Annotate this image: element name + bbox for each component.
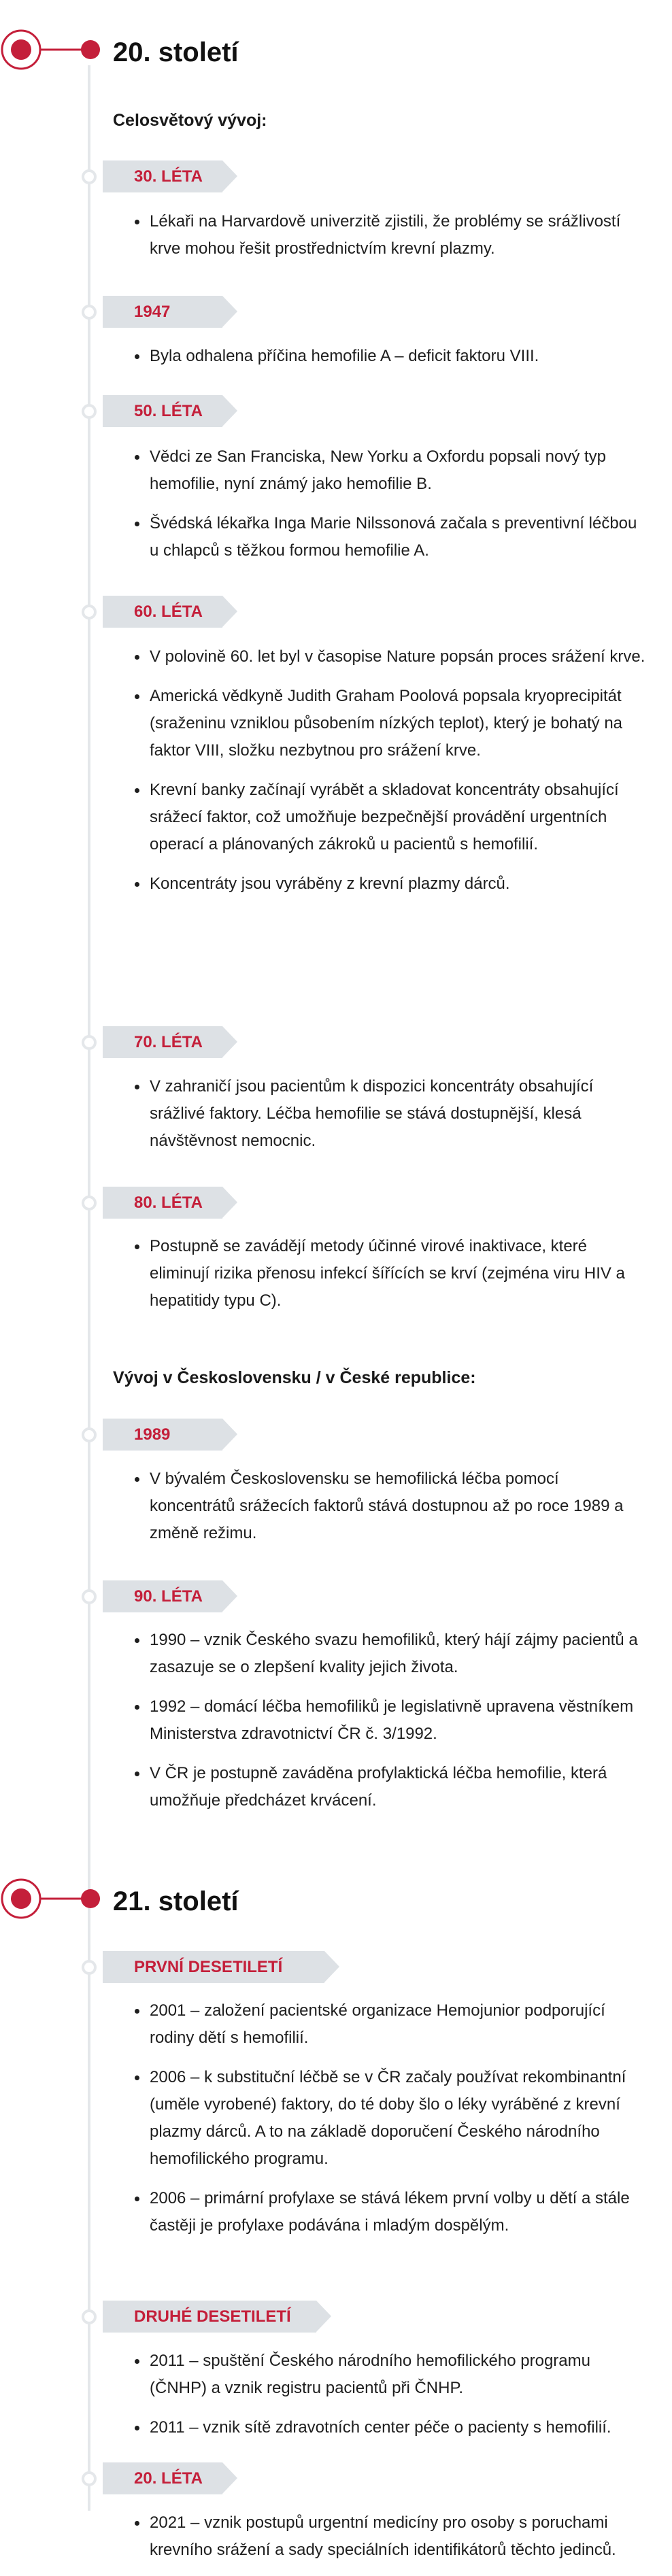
period-label: 30. LÉTA <box>103 160 222 192</box>
century-title: 21. století <box>113 1886 239 1916</box>
list-item: V polovině 60. let byl v časopise Nature popsán proces srážení krve. <box>129 643 646 671</box>
list-item: Koncentráty jsou vyráběny z krevní plazmy dárců. <box>129 870 646 898</box>
timeline-dot <box>82 305 97 320</box>
period-label: 1947 <box>103 296 222 328</box>
period-items <box>129 1073 646 1167</box>
list-item: 2001 – založení pacientské organizace Hemojunior podporující rodiny dětí s hemofilií. <box>129 1997 646 2052</box>
group-heading: Vývoj v Československu / v České republice: <box>113 1368 476 1387</box>
list-item: V ČR je postupně zaváděna profylaktická léčba hemofilie, která umožňuje předcházet krvácení. <box>129 1760 646 1814</box>
timeline-dot <box>82 2471 97 2486</box>
century-header <box>0 29 672 90</box>
century-marker-icon <box>0 29 110 71</box>
period-items <box>129 1627 646 1827</box>
period-label: 80. LÉTA <box>103 1187 222 1219</box>
period-items <box>129 2509 646 2576</box>
timeline-dot <box>82 169 97 184</box>
timeline-vertical-line <box>88 65 90 2511</box>
list-item: Lékaři na Harvardově univerzitě zjistili, že problémy se srážlivostí krve mohou řešit prostřednictvím krevní plazmy. <box>129 208 646 262</box>
period-label: 20. LÉTA <box>103 2462 222 2494</box>
period-label: 1989 <box>103 1419 222 1451</box>
list-item: V bývalém Československu se hemofilická léčba pomocí koncentrátů srážecích faktorů stává dostupnou až po roce 1989 a změně režimu. <box>129 1465 646 1547</box>
period-items <box>129 1465 646 1559</box>
timeline-dot <box>82 1960 97 1975</box>
list-item: 1992 – domácí léčba hemofiliků je legislativně upravena věstníkem Ministerstva zdravotnictví ČR č. 3/1992. <box>129 1693 646 1748</box>
period-label: 60. LÉTA <box>103 596 222 628</box>
period-label: 70. LÉTA <box>103 1026 222 1058</box>
period-items <box>129 2348 646 2454</box>
timeline-dot <box>82 605 97 620</box>
timeline-dot <box>82 404 97 419</box>
century-header <box>0 1878 672 1939</box>
timeline-dot <box>82 1196 97 1210</box>
list-item: 2011 – vznik sítě zdravotních center péče o pacienty s hemofilií. <box>129 2414 646 2441</box>
list-item: Švédská lékařka Inga Marie Nilssonová začala s preventivní léčbou u chlapců s těžkou formou hemofilie A. <box>129 510 646 564</box>
list-item: Byla odhalena příčina hemofilie A – deficit faktoru VIII. <box>129 343 646 370</box>
timeline-dot <box>82 2309 97 2324</box>
list-item: 1990 – vznik Českého svazu hemofiliků, který hájí zájmy pacientů a zasazuje se o zlepšení kvality jejich života. <box>129 1627 646 1681</box>
timeline-dot <box>82 1589 97 1604</box>
list-item: Americká vědkyně Judith Graham Poolová popsala kryoprecipitát (sraženinu vzniklou působením nízkých teplot), který je bohatý na faktor VIII, složku nezbytnou pro srážení krve. <box>129 683 646 764</box>
list-item: Krevní banky začínají vyrábět a skladovat koncentráty obsahující srážecí faktor, což umožňuje bezpečnější provádění urgentních operací a plánovaných zákroků u pacientů s hemofilií. <box>129 777 646 858</box>
century-title: 20. století <box>113 37 239 67</box>
period-items <box>129 443 646 577</box>
period-label: 90. LÉTA <box>103 1580 222 1612</box>
period-label: PRVNÍ DESETILETÍ <box>103 1951 324 1983</box>
list-item: Vědci ze San Franciska, New Yorku a Oxfordu popsali nový typ hemofilie, nyní známý jako hemofilie B. <box>129 443 646 498</box>
group-heading: Celosvětový vývoj: <box>113 111 267 130</box>
list-item: 2006 – k substituční léčbě se v ČR začaly používat rekombinantní (uměle vyrobené) faktory, do té doby šlo o léky vyráběné z krevní plazmy dárců. A to na základě doporučení Českého národního hemofilického programu. <box>129 2064 646 2173</box>
period-items <box>129 343 646 382</box>
period-label: DRUHÉ DESETILETÍ <box>103 2301 316 2333</box>
list-item: V zahraničí jsou pacientům k dispozici koncentráty obsahující srážlivé faktory. Léčba hemofilie se stává dostupnější, klesá návštěvnost nemocnic. <box>129 1073 646 1155</box>
list-item: Postupně se zavádějí metody účinné virové inaktivace, které eliminují rizika přenosu infekcí šířících se krví (zejména viru HIV a hepatitidy typu C). <box>129 1233 646 1315</box>
century-marker-icon <box>0 1878 110 1920</box>
period-items <box>129 1997 646 2252</box>
list-item: 2006 – primární profylaxe se stává lékem první volby u dětí a stále častěji je profylaxe podávána i mladým dospělým. <box>129 2185 646 2239</box>
timeline-dot <box>82 1427 97 1442</box>
period-label: 50. LÉTA <box>103 395 222 427</box>
timeline-dot <box>82 1035 97 1050</box>
list-item: 2011 – spuštění Českého národního hemofilického programu (ČNHP) a vznik registru pacientů při ČNHP. <box>129 2348 646 2402</box>
period-items <box>129 1233 646 1327</box>
period-items <box>129 643 646 910</box>
period-items <box>129 208 646 275</box>
list-item: 2021 – vznik postupů urgentní medicíny pro osoby s poruchami krevního srážení a sady speciálních identifikátorů těchto jedinců. <box>129 2509 646 2564</box>
